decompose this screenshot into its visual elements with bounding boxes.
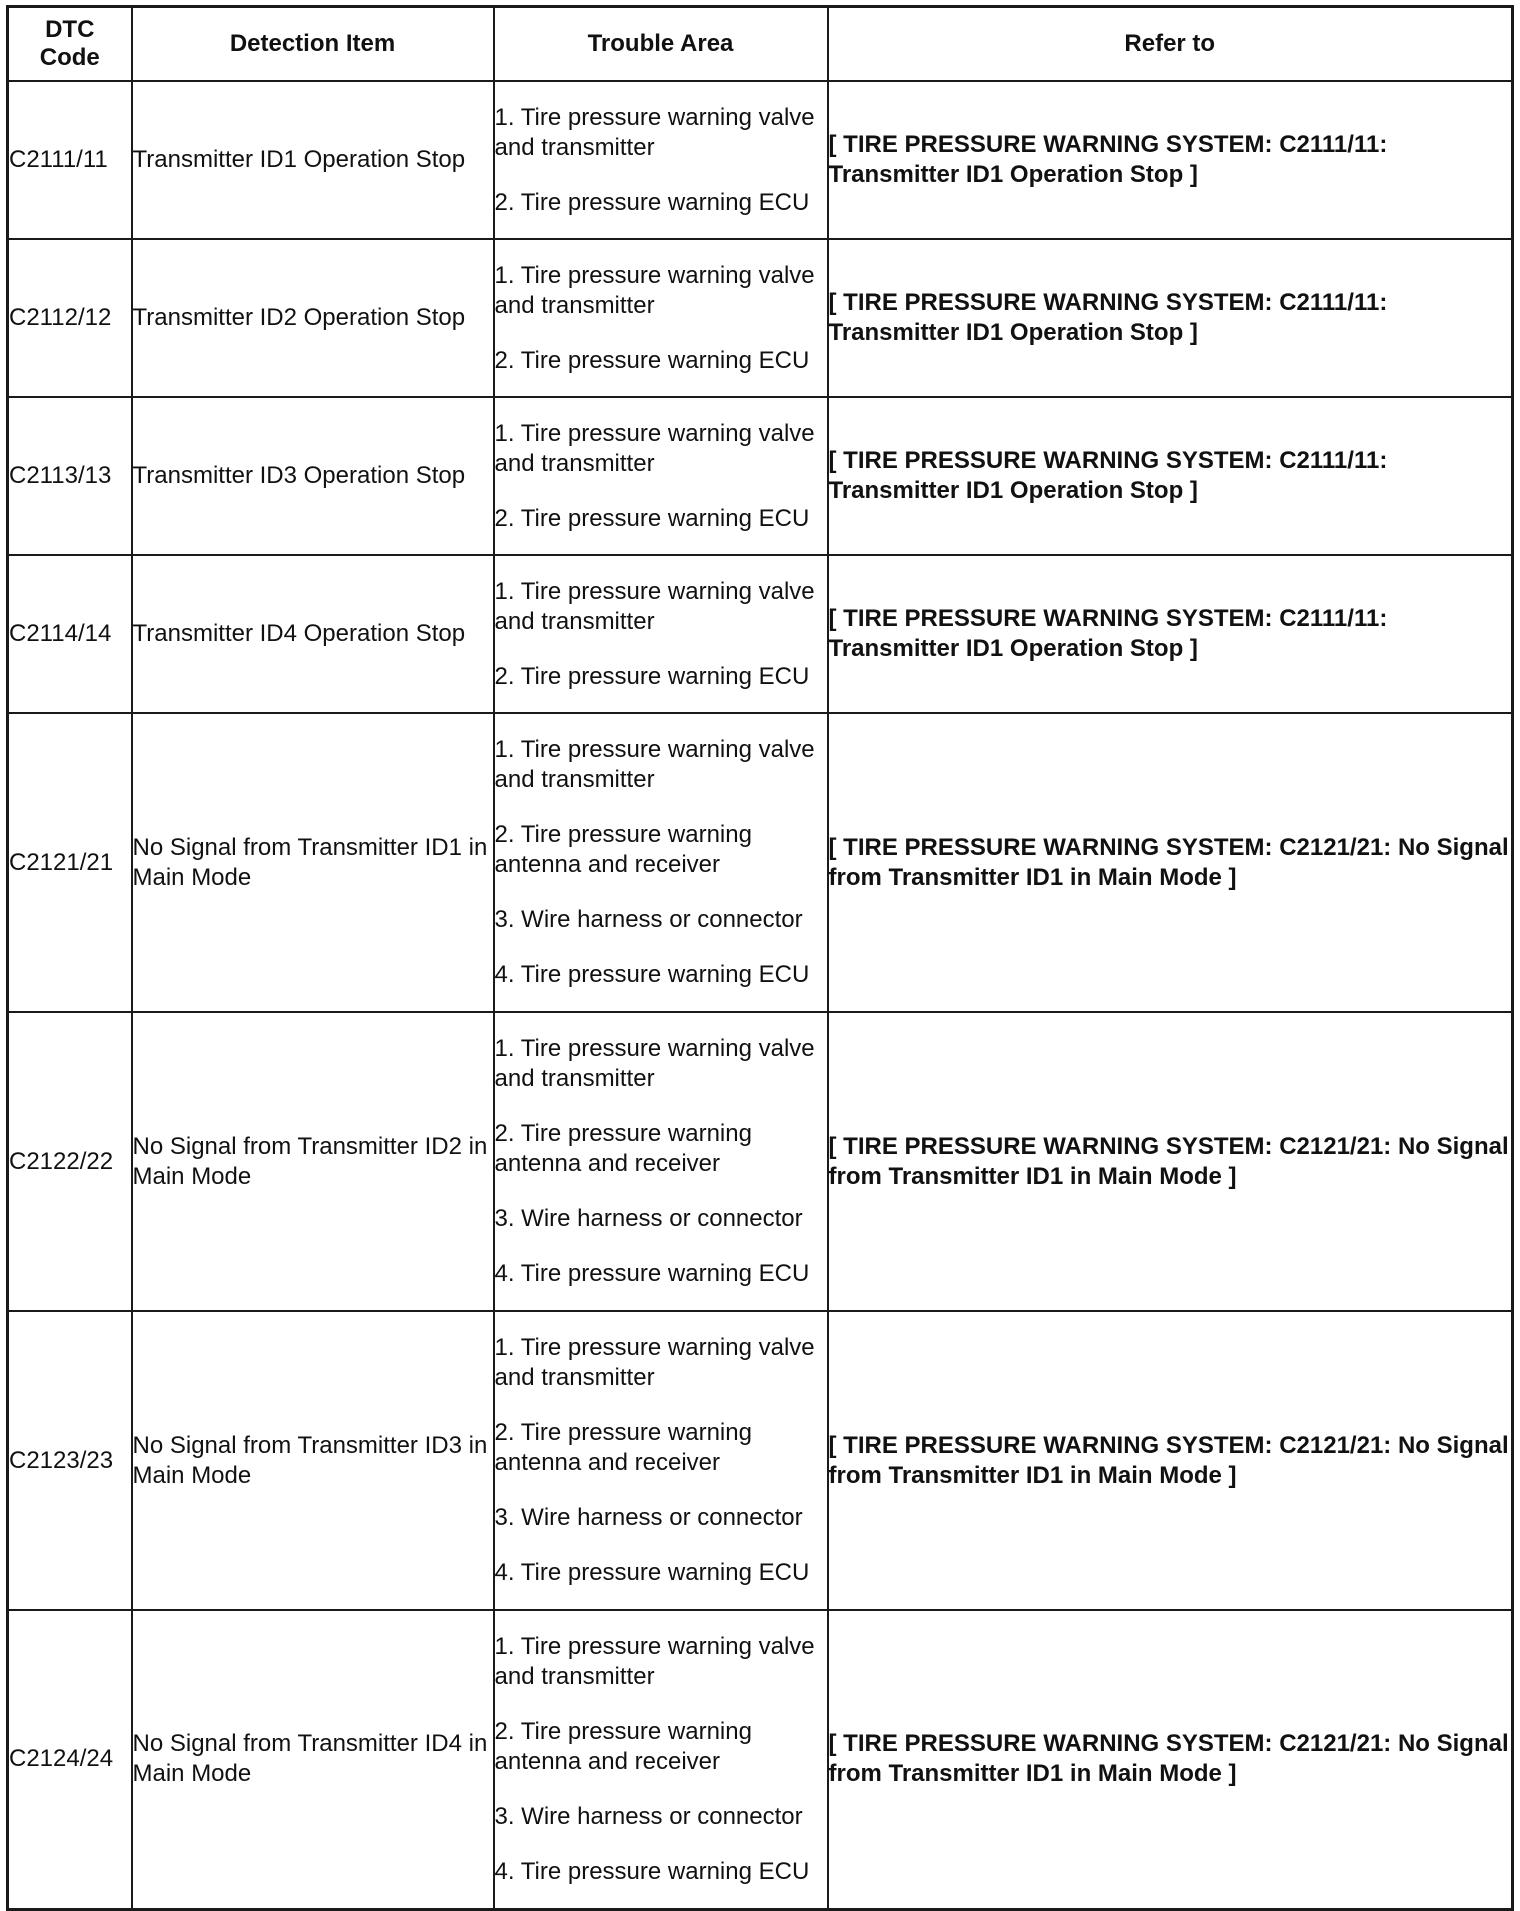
trouble-area-cell <box>494 555 828 713</box>
trouble-area-cell <box>494 81 828 239</box>
dtc-code-cell: C2113/13 <box>8 397 132 555</box>
trouble-area-item: 1. Tire pressure warning valve and transmitter <box>494 103 815 161</box>
refer-to-cell: [ TIRE PRESSURE WARNING SYSTEM: C2121/21: No Signal from Transmitter ID1 in Main Mode ] <box>828 1610 1513 1909</box>
trouble-area-cell <box>494 1311 828 1610</box>
trouble-area-item: 4. Tire pressure warning ECU <box>494 1559 810 1586</box>
trouble-area-item: 2. Tire pressure warning antenna and receiver <box>494 1120 752 1177</box>
trouble-area-item: 3. Wire harness or connector <box>494 1504 803 1531</box>
detection-item-cell: Transmitter ID1 Operation Stop <box>132 81 494 239</box>
header-refer-to: Refer to <box>828 7 1513 82</box>
trouble-area-item: 3. Wire harness or connector <box>494 906 803 933</box>
dtc-code-cell: C2114/14 <box>8 555 132 713</box>
detection-item-cell: Transmitter ID4 Operation Stop <box>132 555 494 713</box>
dtc-code-cell: C2123/23 <box>8 1311 132 1610</box>
refer-to-cell: [ TIRE PRESSURE WARNING SYSTEM: C2111/11: Transmitter ID1 Operation Stop ] <box>828 555 1513 713</box>
trouble-area-item: 2. Tire pressure warning ECU <box>494 346 810 374</box>
dtc-code-cell: C2122/22 <box>8 1012 132 1311</box>
detection-item-cell: No Signal from Transmitter ID3 in Main Mode <box>132 1311 494 1610</box>
dtc-code-cell: C2124/24 <box>8 1610 132 1909</box>
trouble-area-item: 1. Tire pressure warning valve and transmitter <box>494 419 815 477</box>
table-row <box>8 397 1513 555</box>
refer-to-cell: [ TIRE PRESSURE WARNING SYSTEM: C2111/11: Transmitter ID1 Operation Stop ] <box>828 81 1513 239</box>
trouble-area-cell <box>494 1012 828 1311</box>
header-row <box>8 7 1513 82</box>
trouble-area-item: 1. Tire pressure warning valve and transmitter <box>494 1334 815 1391</box>
refer-to-cell: [ TIRE PRESSURE WARNING SYSTEM: C2121/21: No Signal from Transmitter ID1 in Main Mode ] <box>828 1311 1513 1610</box>
trouble-area-cell <box>494 397 828 555</box>
header-dtc-code <box>8 7 132 82</box>
trouble-area-item: 2. Tire pressure warning ECU <box>494 188 810 216</box>
trouble-area-item: 1. Tire pressure warning valve and transmitter <box>494 577 815 635</box>
refer-to-cell: [ TIRE PRESSURE WARNING SYSTEM: C2111/11: Transmitter ID1 Operation Stop ] <box>828 239 1513 397</box>
trouble-area-item: 2. Tire pressure warning antenna and receiver <box>494 821 752 878</box>
trouble-area-item: 1. Tire pressure warning valve and transmitter <box>494 261 815 319</box>
trouble-area-item: 4. Tire pressure warning ECU <box>494 1857 810 1885</box>
trouble-area-item: 2. Tire pressure warning ECU <box>494 662 810 690</box>
dtc-table <box>6 5 1514 1911</box>
detection-item-cell: No Signal from Transmitter ID4 in Main Mode <box>132 1610 494 1909</box>
trouble-area-item: 3. Wire harness or connector <box>494 1802 803 1830</box>
refer-to-cell: [ TIRE PRESSURE WARNING SYSTEM: C2121/21: No Signal from Transmitter ID1 in Main Mode ] <box>828 1012 1513 1311</box>
trouble-area-item: 2. Tire pressure warning ECU <box>494 504 810 532</box>
trouble-area-item: 2. Tire pressure warning antenna and receiver <box>494 1419 752 1476</box>
table-row <box>8 555 1513 713</box>
trouble-area-item: 1. Tire pressure warning valve and transmitter <box>494 1035 815 1092</box>
header-detection-item: Detection Item <box>132 7 494 82</box>
refer-to-cell: [ TIRE PRESSURE WARNING SYSTEM: C2121/21: No Signal from Transmitter ID1 in Main Mode ] <box>828 713 1513 1012</box>
trouble-area-item: 1. Tire pressure warning valve and transmitter <box>494 736 815 793</box>
trouble-area-cell <box>494 239 828 397</box>
detection-item-cell: No Signal from Transmitter ID2 in Main Mode <box>132 1012 494 1311</box>
table-row <box>8 1610 1513 1909</box>
dtc-code-cell: C2112/12 <box>8 239 132 397</box>
detection-item-cell: No Signal from Transmitter ID1 in Main Mode <box>132 713 494 1012</box>
table-row <box>8 1311 1513 1610</box>
trouble-area-cell <box>494 713 828 1012</box>
table-row <box>8 239 1513 397</box>
detection-item-cell: Transmitter ID3 Operation Stop <box>132 397 494 555</box>
table-row <box>8 81 1513 239</box>
trouble-area-item: 2. Tire pressure warning antenna and receiver <box>494 1717 752 1775</box>
table-row <box>8 713 1513 1012</box>
table-row <box>8 1012 1513 1311</box>
dtc-code-cell: C2111/11 <box>8 81 132 239</box>
trouble-area-item: 3. Wire harness or connector <box>494 1205 803 1232</box>
trouble-area-item: 4. Tire pressure warning ECU <box>494 1260 810 1287</box>
trouble-area-item: 4. Tire pressure warning ECU <box>494 961 810 988</box>
refer-to-cell: [ TIRE PRESSURE WARNING SYSTEM: C2111/11: Transmitter ID1 Operation Stop ] <box>828 397 1513 555</box>
trouble-area-item: 1. Tire pressure warning valve and transmitter <box>494 1632 815 1690</box>
detection-item-cell: Transmitter ID2 Operation Stop <box>132 239 494 397</box>
trouble-area-cell <box>494 1610 828 1909</box>
dtc-code-cell: C2121/21 <box>8 713 132 1012</box>
header-dtc-code-label: DTC Code <box>39 16 100 71</box>
header-trouble-area: Trouble Area <box>494 7 828 82</box>
table-body <box>8 81 1513 1909</box>
